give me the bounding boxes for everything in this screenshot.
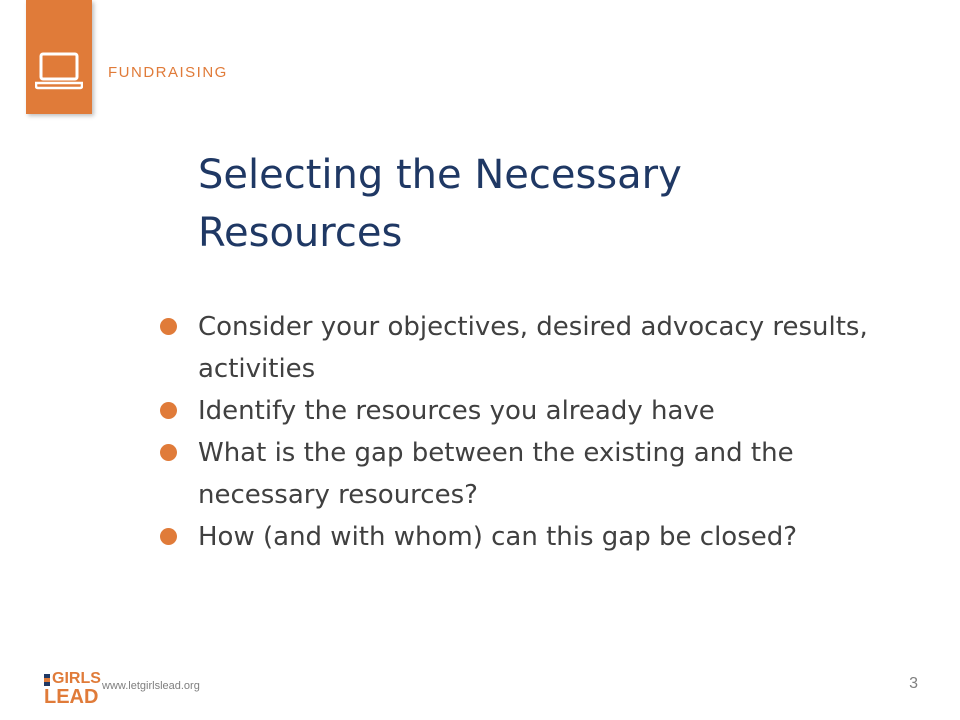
- bullet-text: How (and with whom) can this gap be closed?: [198, 522, 798, 552]
- bullet-dot-icon: [160, 402, 177, 419]
- section-label: FUNDRAISING: [108, 64, 228, 81]
- bullet-item: [160, 390, 880, 432]
- logo-word-lead: LEAD: [44, 686, 99, 708]
- bullet-text: What is the gap between the existing and the necessary resources?: [198, 438, 794, 510]
- slide-title: Selecting the Necessary Resources: [198, 152, 682, 256]
- bullet-list: [160, 306, 880, 558]
- logo-word-girls: GIRLS: [52, 670, 101, 687]
- bullet-text: Identify the resources you already have: [198, 396, 715, 426]
- bullet-dot-icon: [160, 318, 177, 335]
- bullet-item: [160, 516, 880, 558]
- bullet-item: [160, 306, 880, 390]
- bullet-dot-icon: [160, 528, 177, 545]
- logo-mark-icon: [44, 674, 50, 686]
- bullet-text: Consider your objectives, desired advocacy results, activities: [198, 312, 868, 384]
- page-number: 3: [909, 675, 918, 692]
- section-tab: [26, 0, 92, 114]
- bullet-dot-icon: [160, 444, 177, 461]
- laptop-icon: [35, 51, 83, 91]
- let-girls-lead-logo: [40, 670, 101, 708]
- bullet-item: [160, 432, 880, 516]
- footer-url[interactable]: www.letgirlslead.org: [102, 680, 200, 692]
